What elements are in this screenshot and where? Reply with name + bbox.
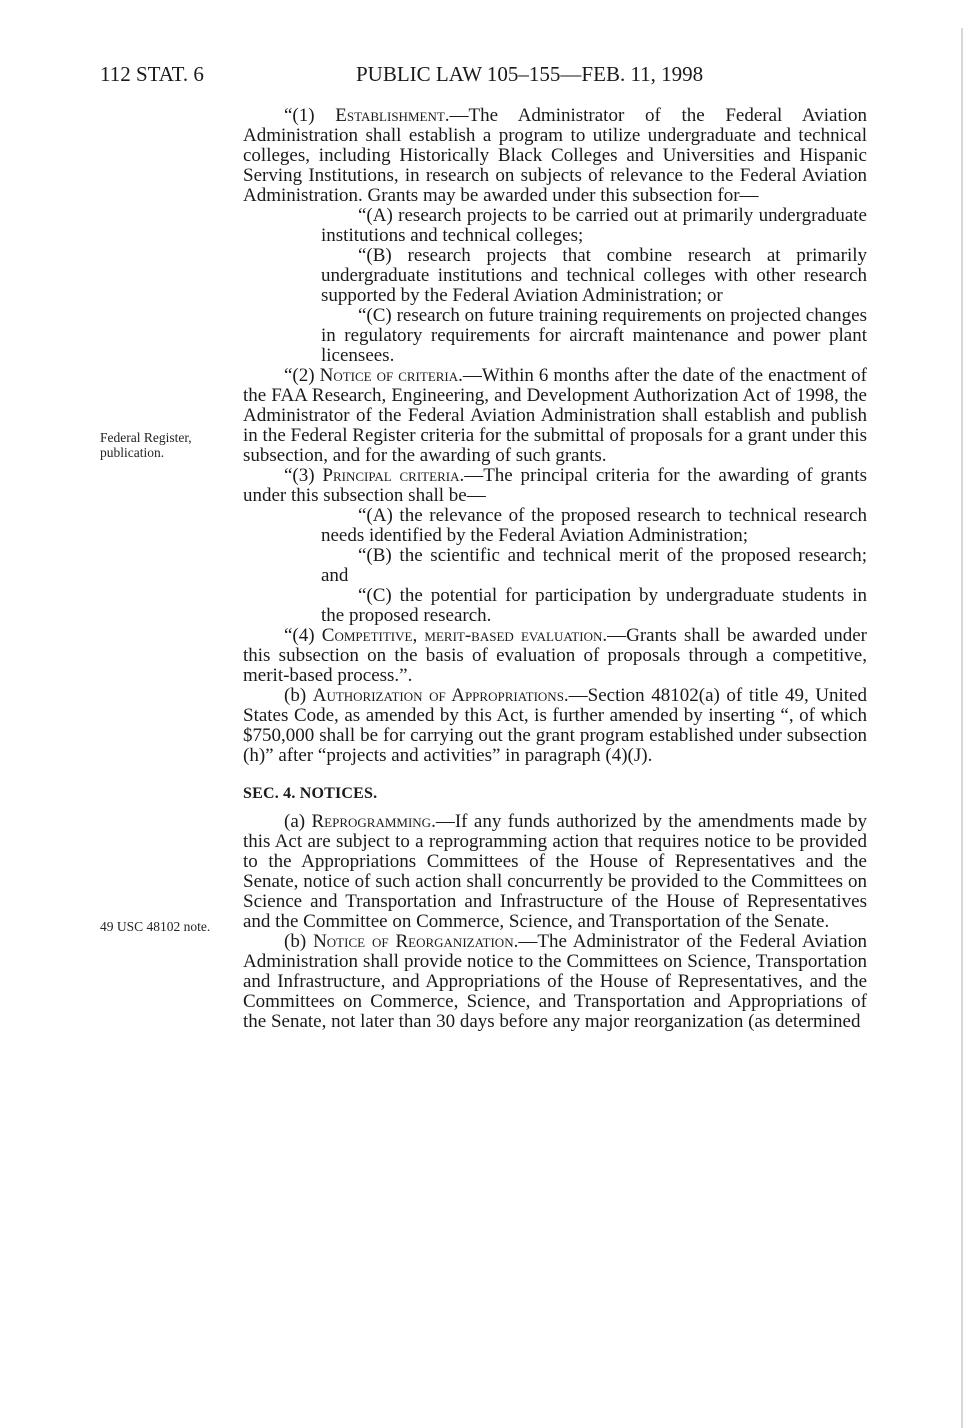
running-header — [0, 62, 969, 92]
paragraph-establishment: “(1) Establishment.—The Administrator of the Federal Aviation Administration shall establish a program to utilize undergraduate and technical colleges, including Historically Black Colleges and Universities and Hispanic Serving Institutions, in research on subjects of relevance to the Federal Aviation Administration. Grants may be awarded under this subsection for— — [243, 105, 867, 206]
subsection-notice-of-reorganization: (b) Notice of Reorganization.—The Administrator of the Federal Aviation Administration shall provide notice to the Committees on Science, Transportation and Infrastructure, and Appropriations of the House of Representatives, and the Committees on Commerce, Science, and Transportation and Appropriations of the Senate, not later than 30 days before any major reorganization (as determined — [243, 931, 867, 1032]
paragraph-competitive-evaluation: “(4) Competitive, merit-based evaluation.—Grants shall be awarded under this subsection on the basis of evaluation of proposals through a competitive, merit-based process.”. — [243, 625, 867, 686]
margin-note-usc: 49 USC 48102 note. — [100, 919, 211, 934]
paragraph-heading: Competitive, merit-based evaluation. — [321, 625, 608, 646]
subparagraph: “(B) research projects that combine research at primarily undergraduate institutions and technical colleges with other research supported by the Federal Aviation Administration; or — [321, 245, 867, 306]
body-text — [243, 106, 867, 1032]
paragraph-heading: Reprogramming. — [311, 811, 436, 832]
subparagraph: “(C) the potential for participation by undergraduate students in the proposed research. — [321, 585, 867, 626]
subparagraph: “(C) research on future training requirements on projected changes in regulatory requirements for aircraft maintenance and power plant licensees. — [321, 305, 867, 366]
statute-page-number: 112 STAT. 6 — [100, 62, 204, 86]
margin-note-federal-register: Federal Register, publication. — [100, 430, 192, 460]
public-law-title: PUBLIC LAW 105–155—FEB. 11, 1998 — [356, 62, 704, 86]
paragraph-principal-criteria: “(3) Principal criteria.—The principal criteria for the awarding of grants under this subsection shall be— — [243, 465, 867, 506]
subparagraph: “(B) the scientific and technical merit of the proposed research; and — [321, 545, 867, 586]
subparagraph: “(A) research projects to be carried out at primarily undergraduate institutions and technical colleges; — [321, 205, 867, 246]
paragraph-heading: Establishment. — [335, 105, 450, 126]
subsection-reprogramming: (a) Reprogramming.—If any funds authorized by the amendments made by this Act are subject to a reprogramming action that requires notice to be provided to the Appropriations Committees of the House of Representatives and the Senate, notice of such action shall concurrently be provided to the Committees on Science and Transportation and Infrastructure of the House of Representatives and the Committee on Commerce, Science, and Transportation of the Senate. — [243, 811, 867, 932]
subparagraph: “(A) the relevance of the proposed research to technical research needs identified by the Federal Aviation Administration; — [321, 505, 867, 546]
paragraph-heading: Notice of Reorganization. — [313, 931, 519, 952]
subsection-authorization: (b) Authorization of Appropriations.—Section 48102(a) of title 49, United States Code, as amended by this Act, is further amended by inserting “, of which $750,000 shall be for carrying out the grant program established under subsection (h)” after “projects and activities” in paragraph (4)(J). — [243, 685, 867, 766]
page-edge-line — [961, 28, 963, 1428]
paragraph-heading: Authorization of Appropriations. — [312, 685, 569, 706]
paragraph-heading: Principal criteria. — [322, 465, 465, 486]
section-heading: SEC. 4. NOTICES. — [243, 785, 378, 802]
paragraph-heading: Notice of criteria. — [319, 365, 463, 386]
paragraph-notice-of-criteria: “(2) Notice of criteria.—Within 6 months after the date of the enactment of the FAA Research, Engineering, and Development Authorization Act of 1998, the Administrator of the Federal Aviation Administration shall establish and publish in the Federal Register criteria for the submittal of proposals for a grant under this subsection, and for the awarding of such grants. — [243, 365, 867, 466]
